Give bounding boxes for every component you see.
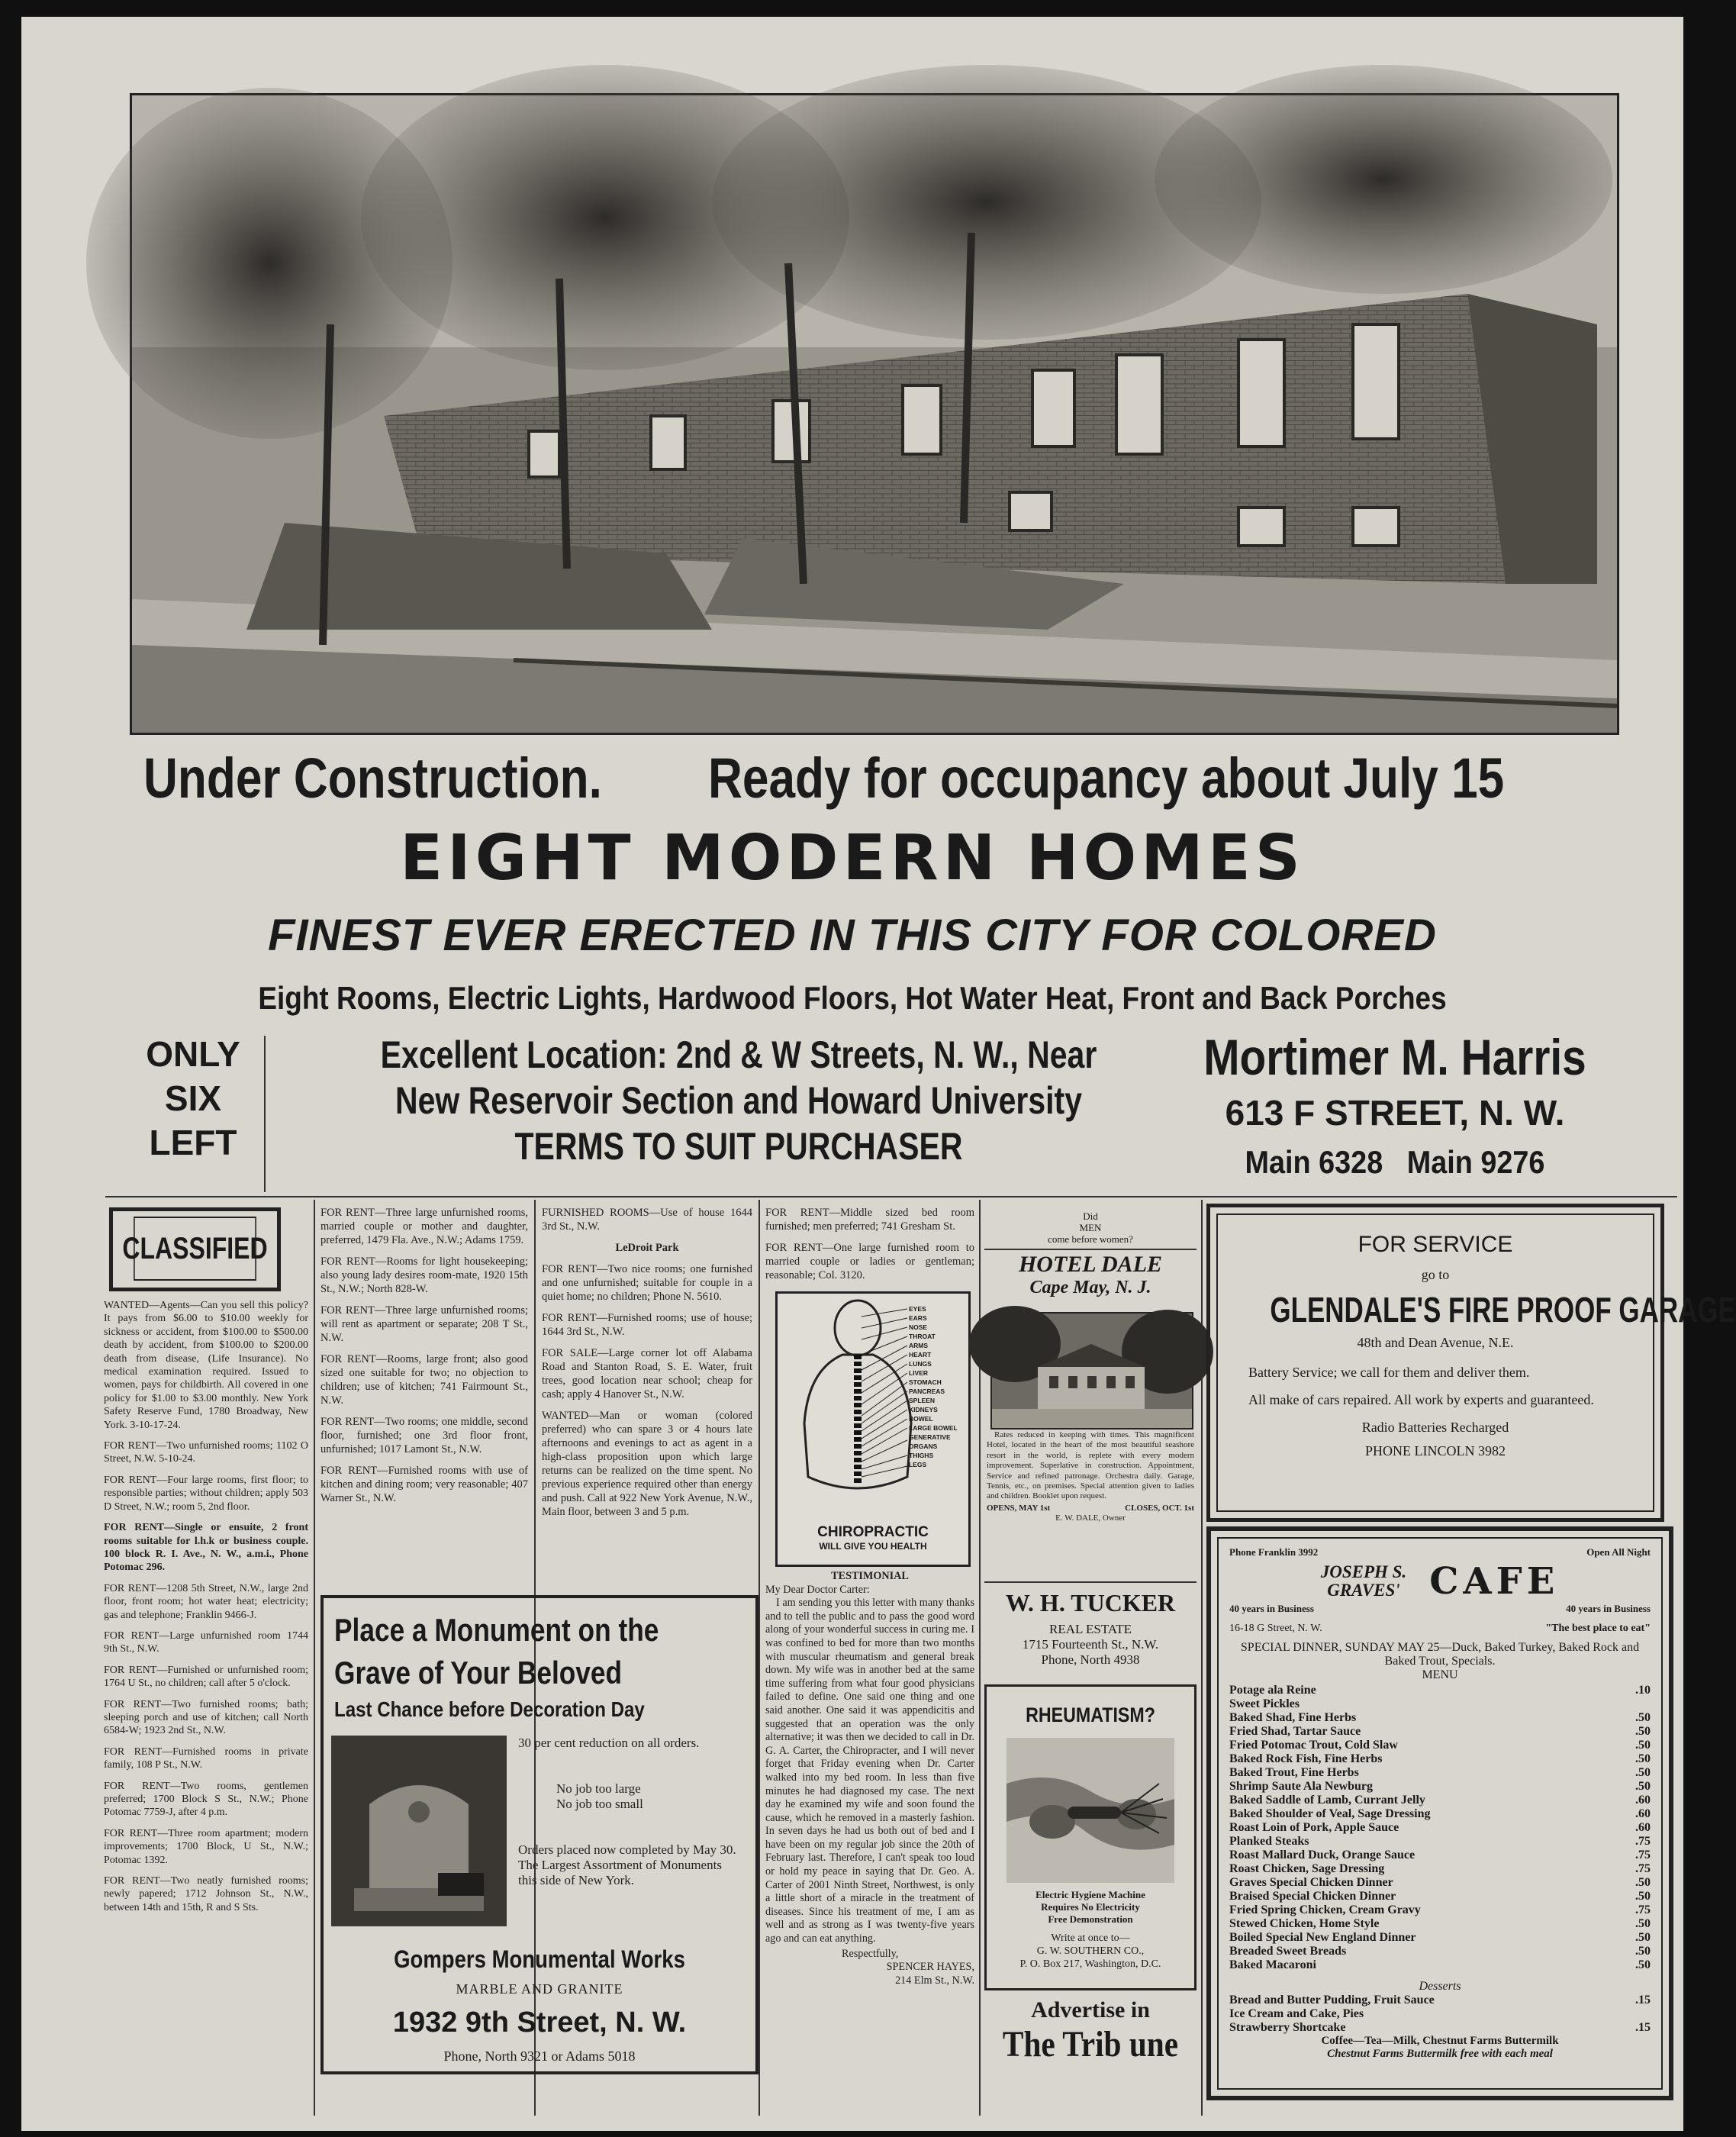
classified-ad: FOR SALE—Large corner lot off Alabama Road and Stanton Road, S. E. Water, fruit trees, good location near school; cheap for cash; apply 4 Hanover St., N.W. xyxy=(542,1347,752,1400)
menu-item-name: Potage ala Reine xyxy=(1229,1684,1316,1697)
cafe-name: CAFE xyxy=(1429,1560,1560,1603)
hotel-name: HOTEL DALE xyxy=(1018,1252,1163,1277)
cafe-address: 16-18 G Street, N. W. xyxy=(1229,1623,1322,1634)
menu-item-name: Baked Shoulder of Veal, Sage Dressing xyxy=(1229,1807,1431,1820)
agent-phones xyxy=(1155,1144,1635,1181)
menu-item-price: .50 xyxy=(1635,1876,1651,1889)
classified-ad: FOR RENT—Rooms, large front; also good sized one suitable for two; no objection to children; use of kitchen; 741 Fairmount St., N.W. xyxy=(320,1353,528,1407)
column-rule xyxy=(314,1200,315,2116)
menu-item xyxy=(1229,1766,1651,1780)
cafe-years-left: 40 years in Business xyxy=(1229,1603,1314,1614)
tucker-address: 1715 Fourteenth St., N.W. xyxy=(1022,1637,1159,1652)
chiro-caption-title: CHIROPRACTIC xyxy=(817,1524,929,1540)
hotel-dale-ad xyxy=(984,1252,1197,1298)
monument-company: Gompers Monumental Works xyxy=(394,1945,685,1973)
finest-ever-subheading: FINEST EVER ERECTED IN THIS CITY FOR COLORED xyxy=(268,911,1437,960)
garage-battery: Battery Service; we call for them and deliver them. xyxy=(1248,1365,1530,1380)
menu-item-name: Roast Chicken, Sage Dressing xyxy=(1229,1862,1385,1875)
spine-label: HEART xyxy=(909,1351,932,1359)
classified-ad: FOR RENT—Four large rooms, first floor; to responsible parties; without children; apply 503 D Street, N.W.; room 5, 2nd floor. xyxy=(104,1474,308,1513)
menu-item xyxy=(1229,1931,1651,1945)
menu-item-name: Stewed Chicken, Home Style xyxy=(1229,1917,1380,1930)
menu-item xyxy=(1229,1821,1651,1835)
houses-under-construction-image xyxy=(132,95,1617,733)
cafe-slogan: "The best place to eat" xyxy=(1545,1623,1651,1634)
garage-repair: All make of cars repaired. All work by experts and guaranteed. xyxy=(1248,1392,1594,1407)
menu-item-price: .60 xyxy=(1635,1794,1651,1807)
monument-ad xyxy=(320,1595,758,2074)
dessert-price: .15 xyxy=(1635,1994,1651,2006)
tribune-line2: The Trib une xyxy=(1002,2024,1179,2064)
machine-line: Free Demonstration xyxy=(1048,1913,1133,1925)
hotel-season xyxy=(987,1504,1194,1513)
classified-column-4 xyxy=(765,1206,974,1290)
tucker-title: REAL ESTATE xyxy=(1048,1622,1132,1636)
hotel-teaser-line: MEN xyxy=(1079,1222,1102,1233)
menu-item-price: .50 xyxy=(1635,1739,1651,1752)
cafe-drinks: Coffee—Tea—Milk, Chestnut Farms Buttermilk xyxy=(1321,2035,1559,2047)
classified-ad: FOR RENT—Two unfurnished rooms; 1102 O Street, N.W. 5-10-24. xyxy=(104,1440,308,1465)
for-service: FOR SERVICE xyxy=(1358,1232,1513,1257)
spine-label: BOWEL xyxy=(909,1415,933,1423)
menu-item xyxy=(1229,1849,1651,1862)
monument-headline-line: Grave of Your Beloved xyxy=(334,1655,623,1691)
menu-item-price: .50 xyxy=(1635,1945,1651,1958)
under-construction-heading: Under Construction. xyxy=(143,746,602,810)
column-rule xyxy=(758,1200,760,2116)
spine-label: EYES xyxy=(909,1305,926,1313)
monument-address: 1932 9th Street, N. W. xyxy=(392,2006,687,2039)
desserts-label: Desserts xyxy=(1419,1980,1461,1993)
menu-item xyxy=(1229,1794,1651,1807)
location-line: Excellent Location: 2nd & W Streets, N. W., Near xyxy=(380,1033,1097,1076)
testimonial xyxy=(765,1570,974,1987)
classified-ad: FOR RENT—Two neatly furnished rooms; newly papered; 1712 Johnson St., N.W., between 14th and 15th, R and S Sts. xyxy=(104,1875,308,1913)
menu-item-price: .50 xyxy=(1635,1766,1651,1779)
construction-photo xyxy=(130,93,1619,735)
garage-address: 48th and Dean Avenue, N.E. xyxy=(1357,1335,1514,1350)
garage-radio: Radio Batteries Recharged xyxy=(1361,1420,1509,1435)
monument-company-block xyxy=(324,1945,755,2064)
menu-item xyxy=(1229,1876,1651,1890)
classified-ad: FOR RENT—Large unfurnished room 1744 9th St., N.W. xyxy=(104,1629,308,1655)
classified-ad: FOR RENT—Rooms for light housekeeping; also young lady desires room-mate, 1920 15th St., N.W.; North 828-W. xyxy=(320,1255,528,1295)
chiro-caption xyxy=(778,1524,968,1552)
menu-item-price: .10 xyxy=(1635,1684,1651,1697)
classified-ad: FOR RENT—Furnished rooms in private family, 108 P St., N.W. xyxy=(104,1745,308,1771)
classified-ad: FURNISHED ROOMS—Use of house 1644 3rd St., N.W. xyxy=(542,1207,752,1233)
classified-title: CLASSIFIED xyxy=(134,1217,256,1281)
agent-address: 613 F STREET, N. W. xyxy=(1225,1093,1565,1133)
menu-item xyxy=(1229,1752,1651,1766)
divider xyxy=(984,1249,1197,1250)
hygiene-machine-icon xyxy=(1006,1738,1174,1883)
cafe-ad-inner xyxy=(1217,1537,1663,2090)
menu-item xyxy=(1229,1697,1651,1711)
cafe-title-row xyxy=(1229,1560,1651,1603)
classified-ad: FOR RENT—Two rooms, gentlemen preferred; 1700 Block S St., N.W.; Phone Potomac 7759-J, after 4 p.m. xyxy=(104,1780,308,1819)
testimonial-signer-address: 214 Elm St., N.W. xyxy=(895,1974,974,1987)
only-six-left-line: SIX xyxy=(164,1078,222,1118)
tucker-name: W. H. TUCKER xyxy=(1005,1589,1176,1616)
menu-item-name: Roast Mallard Duck, Orange Sauce xyxy=(1229,1849,1416,1861)
menu-item-name: Baked Macaroni xyxy=(1229,1958,1316,1971)
spine-label: STOMACH xyxy=(909,1378,942,1386)
classified-column-2 xyxy=(320,1206,528,1513)
cafe-ad xyxy=(1206,1526,1673,2100)
menu-item-name: Fried Spring Chicken, Cream Gravy xyxy=(1229,1903,1421,1916)
divider xyxy=(264,1036,266,1192)
menu-item xyxy=(1229,1780,1651,1794)
monument-material: MARBLE AND GRANITE xyxy=(456,1981,623,1997)
chiropractic-ad xyxy=(775,1291,971,1567)
menu-item xyxy=(1229,1835,1651,1849)
reduction-text: 30 per cent reduction on all orders. xyxy=(518,1736,700,1750)
hotel-teaser-line: come before women? xyxy=(1048,1233,1133,1245)
menu-item-name: Baked Rock Fish, Fine Herbs xyxy=(1229,1752,1383,1765)
decoration-day-line: Last Chance before Decoration Day xyxy=(334,1697,645,1721)
terms-line: TERMS TO SUIT PURCHASER xyxy=(514,1125,963,1168)
spine-label: THROAT xyxy=(909,1333,936,1340)
hotel-closes: CLOSES, OCT. 1st xyxy=(1125,1503,1194,1513)
chiro-caption-sub: WILL GIVE YOU HEALTH xyxy=(819,1541,927,1552)
monument-headline xyxy=(334,1609,681,1694)
classified-ad: FOR RENT—Three large unfurnished rooms, married couple or mother and daughter, preferred, 1479 Fla. Ave., N.W.; Adams 1759. xyxy=(320,1207,528,1246)
dessert-name: Bread and Butter Pudding, Fruit Sauce xyxy=(1229,1994,1435,2006)
location-block xyxy=(354,1032,1124,1169)
menu-item-price: .50 xyxy=(1635,1917,1651,1930)
menu-item xyxy=(1229,1725,1651,1739)
testimonial-signer: SPENCER HAYES, xyxy=(886,1961,974,1974)
menu-item-price: .75 xyxy=(1635,1903,1651,1916)
cafe-top-line xyxy=(1229,1546,1651,1558)
occupancy-heading: Ready for occupancy about July 15 xyxy=(708,746,1505,810)
garage-ad xyxy=(1206,1204,1736,1522)
monument-photo xyxy=(331,1736,507,1926)
monument-details xyxy=(518,1736,743,1888)
spine-label: KIDNEYS xyxy=(909,1406,938,1413)
menu-item-price: .75 xyxy=(1635,1862,1651,1875)
classified-ad: FOR RENT—Furnished rooms with use of kitchen and dining room; very reasonable; 407 Warner St., N.W. xyxy=(320,1465,528,1504)
agent-name: Mortimer M. Harris xyxy=(1203,1029,1586,1085)
only-six-left-line: ONLY xyxy=(146,1034,240,1074)
garage-goto: go to xyxy=(1421,1267,1450,1282)
dessert-price: .15 xyxy=(1635,2021,1651,2034)
menu-item-price: .50 xyxy=(1635,1890,1651,1903)
testimonial-title: TESTIMONIAL xyxy=(831,1570,909,1582)
rheum-company: G. W. SOUTHERN CO., xyxy=(1036,1945,1145,1957)
dessert-name: Strawberry Shortcake xyxy=(1229,2021,1346,2034)
menu-item-name: Sweet Pickles xyxy=(1229,1697,1300,1710)
menu-item-name: Roast Loin of Pork, Apple Sauce xyxy=(1229,1821,1399,1834)
eight-modern-homes-heading: EIGHT MODERN HOMES xyxy=(400,822,1305,894)
garage-phone: PHONE LINCOLN 3982 xyxy=(1365,1443,1506,1459)
spine-label: ARMS xyxy=(909,1342,929,1349)
rheumatism-photo xyxy=(1006,1738,1174,1883)
menu-item-name: Planked Steaks xyxy=(1229,1835,1309,1848)
machine-description xyxy=(987,1889,1194,1926)
classified-ad: FOR RENT—Two furnished rooms; bath; sleeping porch and use of kitchen; call North 6584-W; 1923 2nd St., N.W. xyxy=(104,1698,308,1737)
hotel-description xyxy=(987,1430,1194,1524)
spine-label: EARS xyxy=(909,1314,927,1322)
divider xyxy=(105,1196,1677,1197)
features-line: Eight Rooms, Electric Lights, Hardwood Floors, Hot Water Heat, Front and Back Porches xyxy=(258,980,1447,1016)
dessert-item xyxy=(1229,2007,1651,2021)
spine-labels xyxy=(909,1304,965,1469)
cafe-owner xyxy=(1321,1563,1406,1600)
spine-label: LARGE BOWEL xyxy=(909,1424,958,1432)
only-six-left-line: LEFT xyxy=(149,1123,237,1162)
menu-item xyxy=(1229,1917,1651,1931)
menu-item-price: .50 xyxy=(1635,1725,1651,1738)
tribune-line1: Advertise in xyxy=(1031,1997,1150,2023)
menu-item xyxy=(1229,1890,1651,1903)
rheumatism-title: RHEUMATISM? xyxy=(1026,1703,1155,1726)
testimonial-body: I am sending you this letter with many thanks and to tell the public and to pass the good word along of your wonderful success in curing me. I was confined to bed for more than two months with muscular rheumatism and general break down. My wife was in another bed at the same time suffering from what four good physicians failed to define. One said one thing and one said another. One said it was appendicitis and suggested that an operation was the only alternative; it was then we decided to call in Dr. G. A. Carter, the Chiropracter, and I will never forget that Friday evening when Dr. Carter walked into my bed room. In less than five minutes he had diagnosed my case. The next day he examined my wife and soon found the cause, which he removed in a masterly fashion. In seven days he had us both out of bed and I have been on my regular job since the 20th of February last. Therefore, I can't speak too loud or hold my peace in saying that Dr. Geo. A. Carter of 2001 Ninth Street, Northwest, is only a little short of a miracle in the treatment of diseases. Since his treatment of me, I am as well and as strong as I was twenty-five years ago and can eat anything. xyxy=(765,1597,974,1945)
menu-item-name: Baked Shad, Fine Herbs xyxy=(1229,1711,1357,1724)
menu-item-price: .50 xyxy=(1635,1752,1651,1765)
rheum-write: Write at once to— xyxy=(1051,1932,1130,1944)
menu-item-name: Braised Special Chicken Dinner xyxy=(1229,1890,1396,1903)
classified-column-1 xyxy=(104,1299,308,1922)
classified-ad: WANTED—Agents—Can you sell this policy? It pays from $6.00 to $10.00 weekly for sickness or accident, from $100.00 to $500.00 death by accident, from $100.00 to $200.00 death from disease, (Life Insurance). No medical examination required. Issued to women, pays for childbirth. All covered in one policy for $1.00 to $3.00 monthly. New York Safety Reserve Fund, 1780 Broadway, New York. 3-10-17-24. xyxy=(104,1300,308,1431)
menu-item-price: .60 xyxy=(1635,1821,1651,1834)
menu-item-price: .50 xyxy=(1635,1711,1651,1724)
assortment-text: The Largest Assortment of Monuments this side of New York. xyxy=(518,1858,722,1887)
classified-ad: WANTED—Man or woman (colored preferred) who can spare 3 or 4 hours late afternoons and evenings to act as agent in a high-class proposition upon which large returns can be realized on the time spent. No previous experience required other than energy and push. Call at 922 New York Avenue, N.W., Main floor, between 3 and 5 p.m. xyxy=(542,1410,752,1518)
agent-block xyxy=(1128,1028,1662,1181)
menu-item xyxy=(1229,1711,1651,1725)
garage-name: GLENDALE'S FIRE PROOF GARAGE xyxy=(1270,1290,1736,1330)
rheum-contact xyxy=(987,1932,1194,1971)
menu-item-name: Breaded Sweet Breads xyxy=(1229,1945,1347,1958)
machine-line: Electric Hygiene Machine xyxy=(1035,1889,1145,1900)
cafe-years xyxy=(1229,1603,1651,1615)
menu-item xyxy=(1229,1862,1651,1876)
cafe-years-right: 40 years in Business xyxy=(1566,1603,1651,1614)
dessert-name: Ice Cream and Cake, Pies xyxy=(1229,2007,1364,2020)
menu-item-name: Baked Saddle of Lamb, Currant Jelly xyxy=(1229,1794,1425,1807)
menu-item xyxy=(1229,1684,1651,1697)
classified-ad: FOR RENT—Two nice rooms; one furnished and one unfurnished; suitable for couple in a quiet home; no children; Phone N. 5610. xyxy=(542,1263,752,1303)
cafe-menu-label: MENU xyxy=(1422,1668,1458,1681)
hotel-teaser-line: Did xyxy=(1083,1210,1098,1222)
gravestone-icon xyxy=(331,1736,507,1926)
cafe-address-line xyxy=(1229,1623,1651,1635)
menu-item-price: .75 xyxy=(1635,1849,1651,1861)
cafe-phone: Phone Franklin 3992 xyxy=(1229,1546,1319,1558)
hotel-location: Cape May, N. J. xyxy=(1029,1278,1151,1297)
classified-ad: FOR RENT—Single or ensuite, 2 front rooms suitable for l.h.k or business couple. 100 block R. I. Ave., N. W., a.m.i., Phone Potomac 296. xyxy=(104,1522,308,1574)
no-job-small: No job too small xyxy=(556,1797,643,1811)
cafe-owner-line: GRAVES' xyxy=(1327,1581,1400,1600)
cafe-owner-line: JOSEPH S. xyxy=(1320,1562,1407,1581)
tucker-phone: Phone, North 4938 xyxy=(1041,1652,1140,1667)
rheumatism-ad xyxy=(984,1684,1197,1990)
menu-item xyxy=(1229,1945,1651,1958)
menu-item xyxy=(1229,1903,1651,1917)
newspaper-page xyxy=(21,17,1736,2131)
cafe-menu xyxy=(1229,1684,1651,1972)
classified-ad: FOR RENT—Three room apartment; modern improvements; 1700 Block, U St., N.W.; Potomac 1392. xyxy=(104,1827,308,1866)
hotel-opens: OPENS, MAY 1st xyxy=(987,1503,1051,1513)
classified-title-box xyxy=(109,1207,281,1291)
classified-ad: FOR RENT—Two rooms; one middle, second floor, furnished; one 3rd floor front, unfurnished; 1017 Lamont St., N.W. xyxy=(320,1416,528,1455)
classified-column-3 xyxy=(542,1206,752,1526)
spine-label: THIGHS xyxy=(909,1452,934,1459)
location-line: New Reservoir Section and Howard University xyxy=(395,1079,1083,1122)
divider xyxy=(984,1581,1197,1583)
hotel-photo xyxy=(990,1312,1193,1430)
spine-label: PANCREAS xyxy=(909,1388,945,1395)
spine-label: GENERATIVE ORGANS xyxy=(909,1433,951,1450)
classified-ad: FOR RENT—Furnished rooms; use of house; 1644 3rd St., N.W. xyxy=(542,1312,752,1338)
section-label: LeDroit Park xyxy=(615,1242,679,1254)
only-six-left xyxy=(136,1032,250,1165)
tribune-ad xyxy=(984,1997,1197,2065)
machine-line: Requires No Electricity xyxy=(1041,1901,1140,1913)
hotel-teaser xyxy=(984,1210,1197,1245)
menu-item-price: .50 xyxy=(1635,1958,1651,1971)
spine-label: SPLEEN xyxy=(909,1397,936,1404)
monument-headline-line: Place a Monument on the xyxy=(334,1612,659,1648)
spine-label: LIVER xyxy=(909,1369,929,1377)
agent-phone: Main 6328 xyxy=(1245,1144,1383,1180)
classified-ad: FOR RENT—Middle sized bed room furnished; men preferred; 741 Gresham St. xyxy=(765,1207,974,1233)
classified-ad: FOR RENT—Three large unfurnished rooms; will rent as apartment or separate; 208 T St., N.W. xyxy=(320,1304,528,1344)
orders-text: Orders placed now completed by May 30. xyxy=(518,1842,736,1857)
menu-item-name: Boiled Special New England Dinner xyxy=(1229,1931,1416,1944)
hotel-building-icon xyxy=(992,1313,1192,1428)
dessert-item xyxy=(1229,2021,1651,2035)
agent-phone: Main 9276 xyxy=(1406,1144,1545,1180)
classified-ad: FOR RENT—One large furnished room to married couple or ladies or gentleman; reasonable; Col. 3120. xyxy=(765,1242,974,1281)
monument-phone: Phone, North 9321 or Adams 5018 xyxy=(443,2048,636,2064)
garage-ad-inner xyxy=(1216,1214,1736,1512)
classified-ad: FOR RENT—Furnished or unfurnished room; 1764 U St., no children; call after 5 o'clock. xyxy=(104,1664,308,1690)
classified-ad: FOR RENT—1208 5th Street, N.W., large 2nd floor, front room; hot water heat; electricity; gas and telephone; Franklin 9466-J. xyxy=(104,1582,308,1621)
no-job-large: No job too large xyxy=(556,1781,641,1796)
dessert-item xyxy=(1229,1994,1651,2007)
hotel-body: Rates reduced in keeping with times. This magnificent Hotel, located in the heart of the most beautiful seashore resort in the world, is replete with every modern improvement. Superlative in construction. Appointment, Service and refined patronage. Orchestra daily. Garage, Tennis, etc., on premises. Special attention given to ladies and children. Booklet upon request. xyxy=(987,1430,1194,1501)
menu-item-name: Fried Potomac Trout, Cold Slaw xyxy=(1229,1739,1398,1752)
rheum-address: P. O. Box 217, Washington, D.C. xyxy=(1019,1958,1161,1970)
menu-item-price: .50 xyxy=(1635,1931,1651,1944)
menu-item-price: .50 xyxy=(1635,1780,1651,1793)
testimonial-salutation: My Dear Doctor Carter: xyxy=(765,1583,870,1596)
spine-label: LEGS xyxy=(909,1461,927,1468)
menu-item-name: Shrimp Saute Ala Newburg xyxy=(1229,1780,1374,1793)
menu-item-name: Baked Trout, Fine Herbs xyxy=(1229,1766,1359,1779)
testimonial-closing: Respectfully, xyxy=(842,1947,899,1960)
cafe-footer: Chestnut Farms Buttermilk free with each meal xyxy=(1327,2048,1553,2060)
menu-item-name: Graves Special Chicken Dinner xyxy=(1229,1876,1393,1889)
menu-item xyxy=(1229,1958,1651,1972)
hotel-owner: E. W. DALE, Owner xyxy=(1055,1513,1126,1523)
menu-item xyxy=(1229,1739,1651,1752)
spine-label: LUNGS xyxy=(909,1360,932,1368)
tucker-ad xyxy=(984,1589,1197,1668)
menu-item xyxy=(1229,1807,1651,1821)
menu-item-name: Fried Shad, Tartar Sauce xyxy=(1229,1725,1361,1738)
cafe-hours: Open All Night xyxy=(1586,1546,1651,1558)
menu-item-price: .60 xyxy=(1635,1807,1651,1820)
spine-label: NOSE xyxy=(909,1323,928,1331)
menu-item-price: .75 xyxy=(1635,1835,1651,1848)
cafe-special: SPECIAL DINNER, SUNDAY MAY 25—Duck, Baked Turkey, Baked Rock and Baked Trout, Specials. xyxy=(1240,1641,1640,1668)
